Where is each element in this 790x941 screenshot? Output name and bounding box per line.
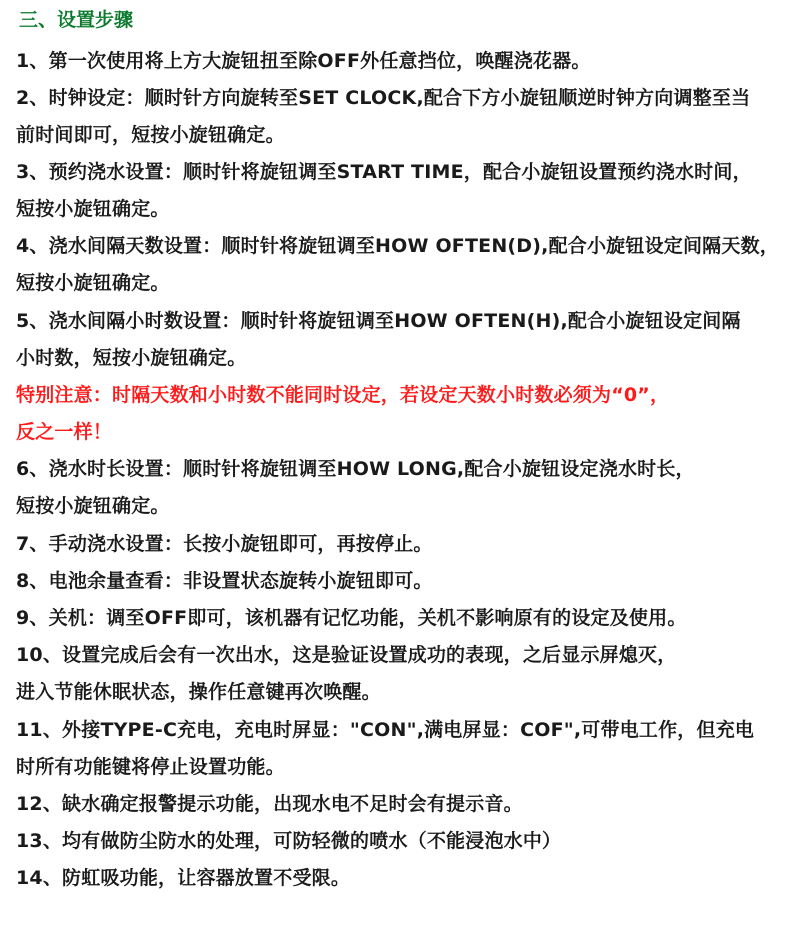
step-2-line-2: 前时间即可，短按小旋钮确定。 [16,124,285,146]
step-6-line-2: 短按小旋钮确定。 [16,495,170,517]
step-5-line-2: 小时数，短按小旋钮确定。 [16,347,247,369]
step-4-line-1: 4、浇水间隔天数设置：顺时针将旋钮调至HOW OFTEN(D),配合小旋钮设定间隔天数， [16,235,779,257]
step-13-line: 13、均有做防尘防水的处理，可防轻微的喷水（不能浸泡水中） [16,830,562,852]
warning-note-line-1: 特别注意：时隔天数和小时数不能同时设定，若设定天数小时数必须为“0”， [16,384,670,406]
step-3-line-1: 3、预约浇水设置：顺时针将旋钮调至START TIME，配合小旋钮设置预约浇水时间， [16,161,752,183]
step-3-line-2: 短按小旋钮确定。 [16,198,170,220]
step-10-line-2: 进入节能休眠状态，操作任意键再次唤醒。 [16,681,381,703]
step-14-line: 14、防虹吸功能，让容器放置不受限。 [16,867,351,889]
section-heading: 三、设置步骤 [19,9,134,31]
step-12-line: 12、缺水确定报警提示功能，出现水电不足时会有提示音。 [16,793,523,815]
step-2-line-1: 2、时钟设定：顺时针方向旋转至SET CLOCK,配合下方小旋钮顺逆时钟方向调整至当 [16,87,751,109]
step-4-line-2: 短按小旋钮确定。 [16,272,170,294]
step-11-line-1: 11、外接TYPE-C充电，充电时屏显："CON",满电屏显：COF",可带电工作，但充电 [16,719,755,741]
step-11-line-2: 时所有功能键将停止设置功能。 [16,756,285,778]
warning-note-line-2: 反之一样！ [16,421,113,443]
step-7-line: 7、手动浇水设置：长按小旋钮即可，再按停止。 [16,533,433,555]
step-9-line: 9、关机：调至OFF即可，该机器有记忆功能，关机不影响原有的设定及使用。 [16,607,687,629]
step-1-line: 1、第一次使用将上方大旋钮扭至除OFF外任意挡位，唤醒浇花器。 [16,50,591,72]
step-6-line-1: 6、浇水时长设置：顺时针将旋钮调至HOW LONG,配合小旋钮设定浇水时长， [16,458,695,480]
step-5-line-1: 5、浇水间隔小时数设置：顺时针将旋钮调至HOW OFTEN(H),配合小旋钮设定间隔 [16,310,741,332]
step-8-line: 8、电池余量查看：非设置状态旋转小旋钮即可。 [16,570,433,592]
step-10-line-1: 10、设置完成后会有一次出水，这是验证设置成功的表现，之后显示屏熄灭， [16,644,677,666]
